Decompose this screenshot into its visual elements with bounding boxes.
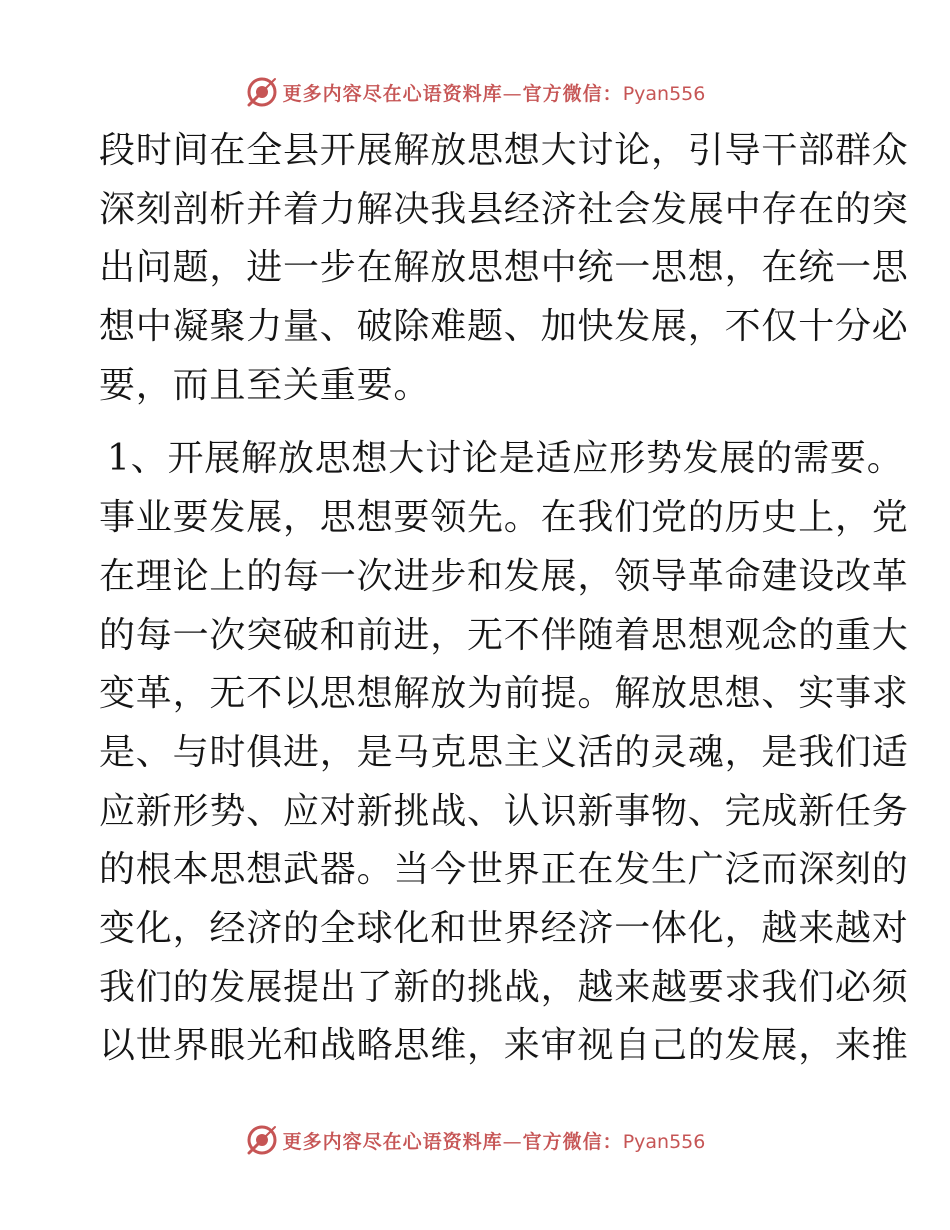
text-line: 事业要发展，思想要领先。在我们党的历史上，党	[99, 497, 909, 539]
text-line: 深刻剖析并着力解决我县经济社会发展中存在的突	[99, 188, 909, 230]
banner-wechat-id: Pyan556	[622, 1130, 706, 1153]
text-line: 要，而且至关重要。	[99, 364, 431, 406]
text-line: 段时间在全县开展解放思想大讨论，引导干部群众	[99, 130, 909, 171]
paragraph-gap	[99, 415, 851, 430]
logo-icon	[245, 1123, 279, 1157]
document-body	[99, 122, 909, 1076]
banner-text	[283, 1127, 706, 1154]
header-banner	[0, 72, 950, 112]
text-line: 变化，经济的全球化和世界经济一体化，越来越对	[99, 907, 909, 949]
banner-wechat-id: Pyan556	[622, 82, 706, 105]
banner-wechat-label: 官方微信：	[522, 1130, 623, 1153]
banner-text	[283, 79, 706, 106]
section-heading: 1、开展解放思想大讨论是适应形势发展的需要。	[107, 438, 904, 480]
text-line: 是、与时俱进，是马克思主义活的灵魂，是我们适	[99, 731, 909, 773]
text-line: 出问题，进一步在解放思想中统一思想，在统一思	[99, 247, 909, 289]
text-line: 的根本思想武器。当今世界正在发生广泛而深刻的	[99, 849, 909, 891]
banner-separator: —	[502, 1130, 523, 1153]
logo-icon	[245, 75, 279, 109]
text-line: 以世界眼光和战略思维，来审视自己的发展，来推	[99, 1025, 909, 1067]
text-line: 想中凝聚力量、破除难题、加快发展，不仅十分必	[99, 306, 909, 348]
banner-wechat-label: 官方微信：	[522, 82, 623, 105]
text-line: 应新形势、应对新挑战、认识新事物、完成新任务	[99, 790, 909, 832]
text-line: 变革，无不以思想解放为前提。解放思想、实事求	[99, 673, 909, 715]
banner-site-name: 更多内容尽在心语资料库	[282, 1130, 503, 1153]
banner-site-name: 更多内容尽在心语资料库	[282, 82, 503, 105]
text-line: 在理论上的每一次进步和发展，领导革命建设改革	[99, 555, 909, 597]
banner-separator: —	[502, 82, 523, 105]
text-line: 我们的发展提出了新的挑战，越来越要求我们必须	[99, 966, 909, 1008]
text-line: 的每一次突破和前进，无不伴随着思想观念的重大	[99, 614, 909, 656]
footer-banner	[0, 1120, 950, 1160]
